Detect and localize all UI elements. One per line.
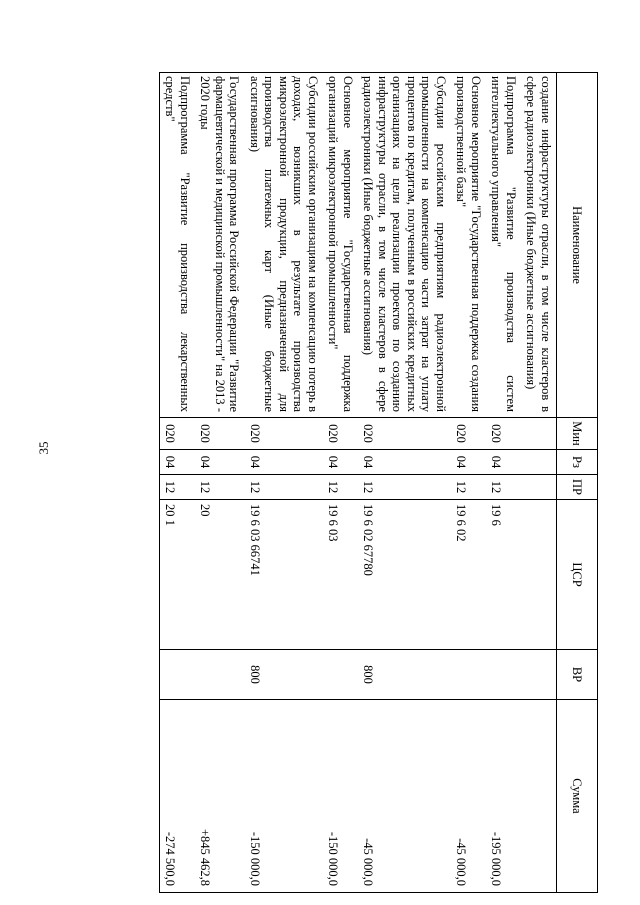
row-csr — [521, 500, 557, 650]
row-min: 020 — [245, 418, 324, 450]
header-sum: Сумма — [557, 700, 598, 893]
row-csr: 19 6 03 — [323, 500, 358, 650]
row-name: Субсидии российским организациям на компенсацию потерь в доходах, возникших в результате производства микроэлектронной продукции, предназначенной для производства платежных карт (Иные бюджетные ассигнования) — [245, 73, 324, 418]
page-number: 35 — [36, 441, 51, 455]
row-min: 020 — [195, 418, 245, 450]
row-min — [521, 418, 557, 450]
row-rz: 04 — [358, 450, 451, 475]
row-name: Основное мероприятие "Государственная поддержка создания производственной базы" — [451, 73, 486, 418]
header-min: Мин — [557, 418, 598, 450]
row-min: 020 — [358, 418, 451, 450]
row-name: Подпрограмма "Развитие производства лекарственных средств" — [160, 73, 196, 418]
table-row — [160, 73, 196, 893]
row-csr: 19 6 02 — [451, 500, 486, 650]
row-pr: 12 — [195, 475, 245, 500]
table-row — [451, 73, 486, 893]
table-row — [323, 73, 358, 893]
row-csr: 19 6 02 67780 — [358, 500, 451, 650]
row-min: 020 — [160, 418, 196, 450]
row-min: 020 — [486, 418, 521, 450]
row-vr: 800 — [358, 650, 451, 700]
header-pr: ПР — [557, 475, 598, 500]
row-rz — [521, 450, 557, 475]
row-rz: 04 — [245, 450, 324, 475]
row-rz: 04 — [323, 450, 358, 475]
row-csr: 19 6 03 66741 — [245, 500, 324, 650]
row-min: 020 — [451, 418, 486, 450]
row-pr — [521, 475, 557, 500]
row-pr: 12 — [160, 475, 196, 500]
row-vr — [451, 650, 486, 700]
budget-table — [159, 72, 598, 893]
row-sum: -45 000,0 — [358, 700, 451, 893]
row-pr: 12 — [486, 475, 521, 500]
row-vr: 800 — [245, 650, 324, 700]
row-name: Основное мероприятие "Государственная поддержка организаций микроэлектронной промышленности" — [323, 73, 358, 418]
row-sum: -150 000,0 — [245, 700, 324, 893]
table-row — [195, 73, 245, 893]
row-pr: 12 — [451, 475, 486, 500]
row-vr — [195, 650, 245, 700]
row-rz: 04 — [195, 450, 245, 475]
row-sum — [521, 700, 557, 893]
header-rz: Рз — [557, 450, 598, 475]
budget-table-container — [58, 72, 598, 892]
row-vr — [521, 650, 557, 700]
row-vr — [486, 650, 521, 700]
row-sum: -45 000,0 — [451, 700, 486, 893]
row-rz: 04 — [160, 450, 196, 475]
row-sum: -274 500,0 — [160, 700, 196, 893]
row-csr: 20 — [195, 500, 245, 650]
row-rz: 04 — [486, 450, 521, 475]
row-vr — [323, 650, 358, 700]
table-header-row — [557, 73, 598, 893]
row-pr: 12 — [323, 475, 358, 500]
header-vr: ВР — [557, 650, 598, 700]
row-name: Подпрограмма "Развитие производства систем интеллектуального управления" — [486, 73, 521, 418]
table-row — [486, 73, 521, 893]
row-sum: -150 000,0 — [323, 700, 358, 893]
table-row — [521, 73, 557, 893]
row-rz: 04 — [451, 450, 486, 475]
row-sum: -195 000,0 — [486, 700, 521, 893]
header-csr: ЦСР — [557, 500, 598, 650]
table-row — [245, 73, 324, 893]
row-csr: 19 6 — [486, 500, 521, 650]
row-name: создание инфраструктуры отрасли, в том числе кластеров в сфере радиоэлектроники (Иные бюджетные ассигнования) — [521, 73, 557, 418]
row-sum: +845 462,8 — [195, 700, 245, 893]
table-row — [358, 73, 451, 893]
row-name: Государственная программа Российской Федерации "Развитие фармацевтической и медицинской промышленности" на 2013 - 2020 годы — [195, 73, 245, 418]
row-pr: 12 — [358, 475, 451, 500]
header-name: Наименование — [557, 73, 598, 418]
row-min: 020 — [323, 418, 358, 450]
row-csr: 20 1 — [160, 500, 196, 650]
row-pr: 12 — [245, 475, 324, 500]
row-name: Субсидии российским предприятиям радиоэлектронной промышленности на компенсацию части затрат на уплату процентов по кредитам, полученным в российских кредитных организациях на цели реализации проектов по созданию инфраструктуры отрасли, в том числе кластеров в сфере радиоэлектроники (Иные бюджетные ассигнования) — [358, 73, 451, 418]
row-vr — [160, 650, 196, 700]
